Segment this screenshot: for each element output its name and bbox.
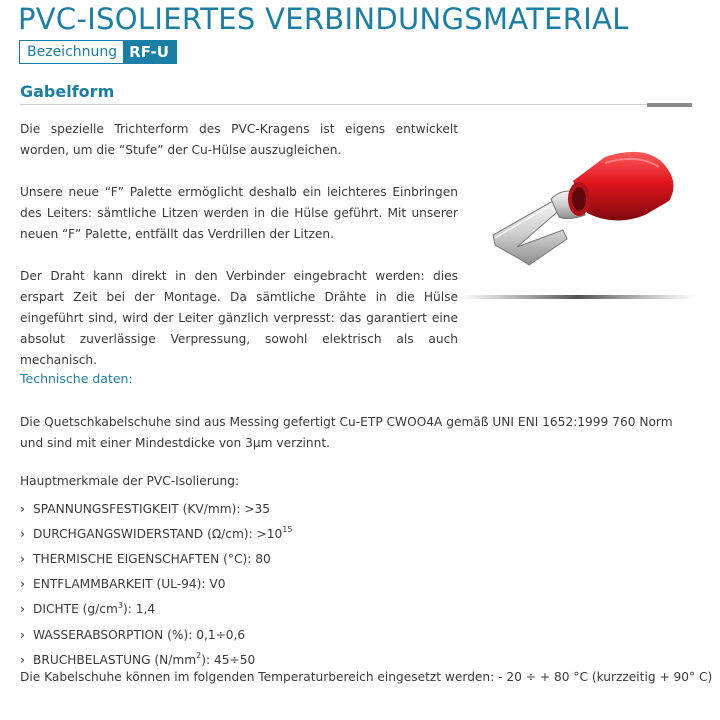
technical-data-title: Technische daten: xyxy=(20,371,133,386)
designation-badge xyxy=(19,40,177,64)
feature-label-exponent: 2 xyxy=(196,651,202,661)
feature-value: 1,4 xyxy=(135,602,156,617)
technical-data-text: Die Quetschkabelschuhe sind aus Messing gefertigt Cu-ETP CWOO4A gemäß UNI ENI 1652:1999 760 Norm und sind mit einer Mindestdicke von 3µm verzinnt. xyxy=(20,415,673,450)
feature-value-exponent: 15 xyxy=(282,525,293,535)
list-item xyxy=(20,546,292,571)
feature-label: ENTFLAMMBARKEIT (UL-94): xyxy=(33,577,206,592)
chevron-right-icon: › xyxy=(20,526,25,541)
list-item xyxy=(20,572,292,597)
feature-label-end: ): xyxy=(122,602,132,617)
section-divider xyxy=(20,104,692,105)
feature-value: >10 xyxy=(256,526,283,541)
palette-paragraph: Unsere neue “F” Palette ermöglicht deshalb ein leichteres Einbringen des Leiters: sämtliche Litzen werden in die Hülse geführt. Mit unserer neuen “F” Palette, entfällt das Verdrillen der Litzen. xyxy=(20,185,458,241)
list-item xyxy=(20,622,292,647)
feature-label: THERMISCHE EIGENSCHAFTEN (°C): xyxy=(33,551,252,566)
feature-label: DICHTE (g/cm xyxy=(33,602,118,617)
list-item xyxy=(20,647,292,672)
feature-value: 0,1÷0,6 xyxy=(196,627,246,642)
feature-label-exponent: 3 xyxy=(117,600,123,610)
designation-code: RF-U xyxy=(123,41,176,63)
feature-label: BRUCHBELASTUNG (N/mm xyxy=(33,652,197,667)
section-divider-accent xyxy=(647,103,692,107)
list-item xyxy=(20,496,292,521)
intro-paragraph: Die spezielle Trichterform des PVC-Kragens ist eigens entwickelt worden, um die “Stufe” der Cu-Hülse auszugleichen. xyxy=(20,122,458,157)
feature-value: 80 xyxy=(255,551,271,566)
fork-terminal-image xyxy=(455,135,700,325)
features-list xyxy=(20,496,292,672)
list-item xyxy=(20,597,292,622)
chevron-right-icon: › xyxy=(20,602,25,617)
list-item xyxy=(20,521,292,546)
section-title: Gabelform xyxy=(20,82,115,101)
chevron-right-icon: › xyxy=(20,627,25,642)
feature-value: 45÷50 xyxy=(214,652,256,667)
feature-value: >35 xyxy=(244,501,271,516)
feature-label: WASSERABSORPTION (%): xyxy=(33,627,193,642)
designation-label: Bezeichnung xyxy=(27,44,118,60)
feature-label: DURCHGANGSWIDERSTAND (Ω/cm): xyxy=(33,526,253,541)
feature-label: SPANNUNGSFESTIGKEIT (KV/mm): xyxy=(33,501,241,516)
chevron-right-icon: › xyxy=(20,501,25,516)
chevron-right-icon: › xyxy=(20,577,25,592)
features-title: Hauptmerkmale der PVC-Isolierung: xyxy=(20,474,240,488)
page-title: PVC-ISOLIERTES VERBINDUNGSMATERIAL xyxy=(18,2,629,36)
temperature-range-note: Die Kabelschuhe können im folgenden Temperaturbereich eingesetzt werden: - 20 ÷ + 80 °C (kurzzeitig + 90° C) xyxy=(20,670,713,684)
chevron-right-icon: › xyxy=(20,652,25,667)
chevron-right-icon: › xyxy=(20,551,25,566)
feature-label-end: ): xyxy=(201,652,211,667)
assembly-paragraph: Der Draht kann direkt in den Verbinder eingebracht werden: dies erspart Zeit bei der Montage. Da sämtliche Drähte in die Hülse eingeführt sind, wird der Leiter gänzlich verpresst: das garantiert eine absolut zuverlässige Verpressung, sowohl elektrisch als auch mechanisch. xyxy=(20,269,458,367)
feature-value: V0 xyxy=(209,577,226,592)
